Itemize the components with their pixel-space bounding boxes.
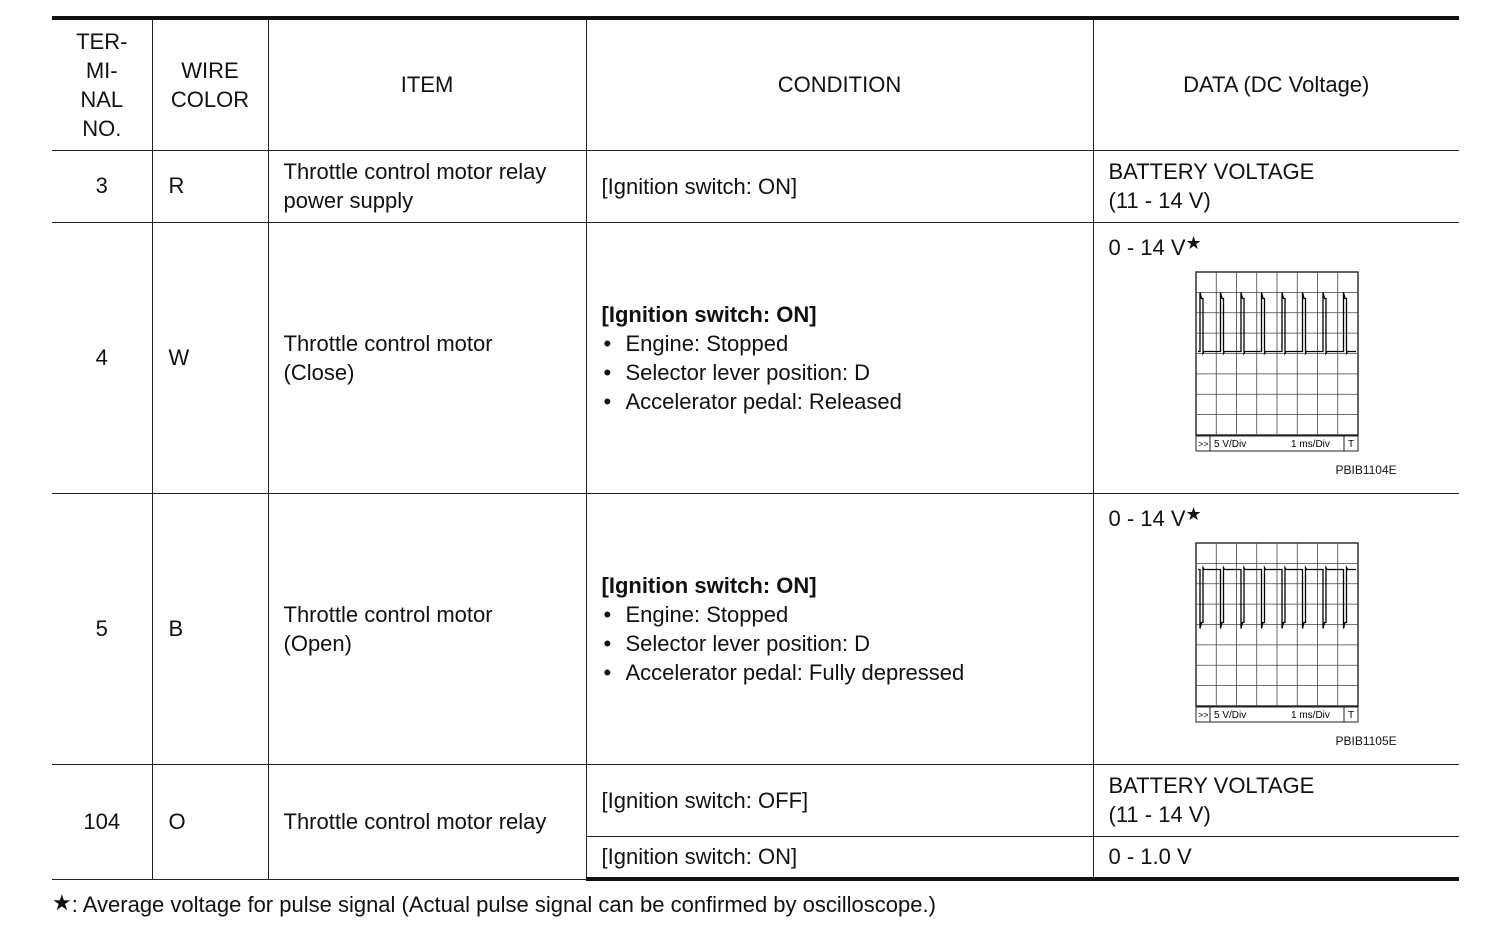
star-icon: ★ bbox=[1185, 503, 1202, 524]
header-condition: CONDITION bbox=[586, 18, 1093, 150]
data-text: BATTERY VOLTAGE bbox=[1108, 159, 1315, 184]
condition-title: [Ignition switch: ON] bbox=[601, 301, 817, 327]
item-text: Throttle control motor bbox=[283, 330, 493, 356]
condition-cell bbox=[586, 493, 1093, 764]
arrow-label: >> bbox=[1197, 438, 1209, 449]
wire-color: R bbox=[152, 150, 268, 222]
data-text: (11 - 14 V) bbox=[1108, 802, 1211, 827]
volt-div-label: 5 V/Div bbox=[1213, 438, 1246, 450]
item-text: power supply bbox=[283, 188, 414, 213]
condition-title: [Ignition switch: ON] bbox=[601, 572, 817, 598]
voltage-value: 0 - 14 V bbox=[1108, 505, 1186, 531]
condition-bullet: • Engine: Stopped bbox=[602, 600, 1093, 629]
condition-cell: [Ignition switch: ON] bbox=[586, 150, 1093, 222]
trigger-label: T bbox=[1347, 438, 1354, 450]
condition-bullet: • Accelerator pedal: Released bbox=[602, 387, 1093, 416]
table-row bbox=[52, 493, 1459, 764]
header-terminal-line: TER- bbox=[76, 28, 128, 54]
voltage-label bbox=[1109, 233, 1202, 261]
item-cell bbox=[268, 150, 586, 222]
wire-color: B bbox=[152, 493, 268, 764]
item-text: (Open) bbox=[283, 630, 352, 656]
figure-code: PBIB1104E bbox=[1335, 462, 1397, 477]
header-item: ITEM bbox=[268, 18, 586, 150]
header-data: DATA (DC Voltage) bbox=[1093, 18, 1459, 150]
data-text: BATTERY VOLTAGE bbox=[1108, 773, 1315, 798]
voltage-label bbox=[1109, 504, 1202, 532]
wire-color: W bbox=[152, 222, 268, 493]
time-div-label: 1 ms/Div bbox=[1290, 438, 1330, 450]
item-text: Throttle control motor relay bbox=[283, 159, 547, 184]
table-row bbox=[52, 764, 1459, 836]
terminal-number: 4 bbox=[52, 222, 152, 493]
condition-bullet: • Selector lever position: D bbox=[602, 358, 1093, 387]
terminal-number: 3 bbox=[52, 150, 152, 222]
oscilloscope-waveform bbox=[1195, 271, 1361, 453]
arrow-label: >> bbox=[1197, 709, 1209, 720]
table-row bbox=[52, 150, 1459, 222]
header-wire-line: WIRE bbox=[181, 57, 239, 83]
table-row bbox=[52, 222, 1459, 493]
footnote bbox=[52, 890, 936, 918]
item-cell bbox=[268, 493, 586, 764]
data-cell bbox=[1093, 764, 1459, 836]
condition-bullet: • Selector lever position: D bbox=[602, 629, 1093, 658]
header-terminal-line: NAL bbox=[80, 86, 124, 112]
header-wire-line: COLOR bbox=[170, 86, 250, 112]
data-text: (11 - 14 V) bbox=[1108, 188, 1211, 213]
star-icon: ★ bbox=[52, 890, 72, 915]
item-cell bbox=[268, 222, 586, 493]
terminal-number: 104 bbox=[52, 764, 152, 879]
header-terminal-line: MI- bbox=[85, 57, 118, 83]
header-row bbox=[52, 18, 1459, 150]
header-wire-color bbox=[152, 18, 268, 150]
time-div-label: 1 ms/Div bbox=[1290, 709, 1330, 721]
condition-cell: [Ignition switch: ON] bbox=[586, 836, 1093, 879]
terminal-data-table bbox=[52, 16, 1459, 881]
item-text: (Close) bbox=[283, 359, 355, 385]
oscilloscope-waveform bbox=[1195, 542, 1361, 724]
data-cell: 0 - 1.0 V bbox=[1093, 836, 1459, 879]
data-cell bbox=[1093, 493, 1459, 764]
data-cell bbox=[1093, 150, 1459, 222]
condition-bullet: • Accelerator pedal: Fully depressed bbox=[602, 658, 1093, 687]
footnote-text: : Average voltage for pulse signal (Actual pulse signal can be confirmed by oscilloscope.) bbox=[71, 892, 936, 917]
condition-bullet: • Engine: Stopped bbox=[602, 329, 1093, 358]
item-text: Throttle control motor relay bbox=[268, 764, 586, 879]
item-text: Throttle control motor bbox=[283, 601, 493, 627]
wire-color: O bbox=[152, 764, 268, 879]
trigger-label: T bbox=[1347, 709, 1354, 721]
condition-cell bbox=[586, 222, 1093, 493]
figure-code: PBIB1105E bbox=[1335, 733, 1397, 748]
header-terminal-line: NO. bbox=[82, 115, 122, 141]
condition-cell: [Ignition switch: OFF] bbox=[586, 764, 1093, 836]
data-cell bbox=[1093, 222, 1459, 493]
header-terminal bbox=[52, 18, 152, 150]
voltage-value: 0 - 14 V bbox=[1108, 234, 1186, 260]
terminal-number: 5 bbox=[52, 493, 152, 764]
star-icon: ★ bbox=[1185, 232, 1202, 253]
volt-div-label: 5 V/Div bbox=[1213, 709, 1246, 721]
